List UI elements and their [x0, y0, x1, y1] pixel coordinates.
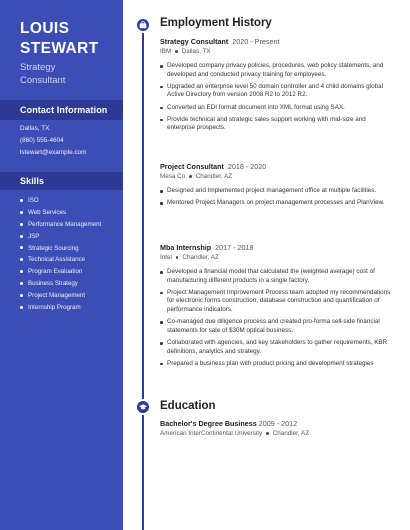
job-company-line — [160, 253, 395, 262]
skills-heading: Skills — [20, 176, 45, 186]
separator-dot-icon — [176, 256, 179, 259]
job-company-line — [160, 47, 395, 56]
education-header — [160, 419, 395, 428]
separator-dot-icon — [189, 175, 192, 178]
separator-dot-icon — [266, 432, 269, 435]
job-dates: 2018 - 2020 — [227, 162, 267, 171]
timeline-line — [142, 22, 144, 530]
education-school: American InterContinental University — [160, 430, 263, 437]
skill-item: ISO — [20, 195, 101, 207]
candidate-name — [20, 19, 99, 58]
separator-dot-icon — [175, 50, 178, 53]
education-degree: Bachelor's Degree Business — [160, 419, 257, 428]
job-role: Project Consultant — [160, 162, 224, 171]
skill-item: Internship Program — [20, 302, 101, 314]
title-line-2: Consultant — [20, 74, 66, 86]
job-bullets — [160, 62, 395, 133]
skill-item: JSP — [20, 231, 101, 243]
skill-item: Performance Management — [20, 219, 101, 231]
job-header — [160, 37, 395, 46]
job-role: Strategy Consultant — [160, 37, 229, 46]
education-school-line — [160, 429, 395, 438]
skill-item: Technical Assistance — [20, 254, 101, 266]
job-bullet: Developed company privacy policies, procedures, web policy statements, and developed and conducted privacy training for employees. — [160, 62, 395, 79]
job-bullet: Developed a financial model that calculated the (weighted average) cost of manufacturing different products in a single factory. — [160, 268, 395, 285]
bullet-icon — [20, 235, 23, 238]
title-line-1: Strategy — [20, 62, 56, 73]
bullet-icon — [20, 223, 23, 226]
bullet-icon — [20, 270, 23, 273]
skill-item: Program Evaluation — [20, 266, 101, 278]
contact-phone: (860) 555-4604 — [20, 137, 64, 144]
bullet-icon — [20, 282, 23, 285]
bullet-icon — [20, 211, 23, 214]
job-location: Dallas, TX — [181, 48, 211, 55]
skills-list — [20, 195, 101, 314]
job-dates: 2020 - Present — [232, 37, 280, 46]
education-entry — [160, 419, 395, 438]
job-bullets — [160, 268, 395, 368]
skills-heading-band — [0, 172, 123, 190]
bullet-icon — [20, 199, 23, 202]
job-company-line — [160, 172, 395, 181]
skill-item: Strategic Sourcing — [20, 243, 101, 255]
bullet-icon — [20, 306, 23, 309]
job-entry — [160, 243, 395, 372]
job-dates: 2017 - 2018 — [215, 243, 254, 252]
job-bullet: Collaborated with agencies, and key stakeholders to gather requirements, KBR definitions, analytics and strategy. — [160, 339, 395, 356]
job-bullet: Co-managed due diligence process and created pro-forma sell-side financial statements for sale of $30M optical business. — [160, 318, 395, 335]
job-role: Mba Internship — [160, 243, 212, 252]
skill-item: Web Services — [20, 207, 101, 219]
job-bullet: Provide technical and strategic sales support working with mid-size and enterprise prospects. — [160, 116, 395, 133]
job-company: Intel — [160, 254, 172, 261]
skill-item: Business Strategy — [20, 278, 101, 290]
contact-location: Dallas, TX — [20, 125, 50, 132]
job-bullet: Converted an EDI format document into XML format using SAX. — [160, 104, 395, 113]
briefcase-icon — [135, 17, 151, 33]
sidebar — [0, 0, 123, 530]
graduation-cap-icon — [135, 399, 151, 415]
last-name: STEWART — [20, 39, 99, 57]
job-bullet: Mentored Project Managers on project management processes and PlanView. — [160, 199, 395, 208]
job-entry — [160, 37, 395, 137]
job-bullet: Upgraded an enterprise level 50 domain controller and 4 child domains global Active Directory from version 2008 R2 to 2012 R2. — [160, 83, 395, 100]
employment-heading: Employment History — [160, 17, 272, 29]
education-heading: Education — [160, 400, 216, 412]
job-bullet: Designed and Implemented project management office at multiple facilities. — [160, 187, 395, 196]
job-bullet: Prepared a business plan with product pricing and development strategies — [160, 360, 395, 369]
contact-email[interactable]: lstewart@example.com — [20, 149, 87, 156]
skill-item: Project Management — [20, 290, 101, 302]
job-entry — [160, 162, 395, 211]
job-header — [160, 162, 395, 171]
candidate-title — [20, 62, 65, 87]
bullet-icon — [20, 294, 23, 297]
bullet-icon — [20, 258, 23, 261]
first-name: LOUIS — [20, 20, 70, 37]
job-bullets — [160, 187, 395, 208]
job-location: Chandler, AZ — [182, 254, 219, 261]
job-bullet: Project Management Improvement Process team adopted my recommendations for electronic forms construction, database construction and quantification of performance indicators. — [160, 289, 395, 315]
job-header — [160, 243, 395, 252]
contact-heading: Contact Information — [20, 105, 108, 115]
job-company: Mesa Co — [160, 173, 186, 180]
education-location: Chandler, AZ — [272, 430, 310, 437]
job-company: IBM — [160, 48, 172, 55]
job-location: Chandler, AZ — [195, 173, 233, 180]
education-dates: 2009 - 2012 — [258, 419, 298, 428]
bullet-icon — [20, 246, 23, 249]
